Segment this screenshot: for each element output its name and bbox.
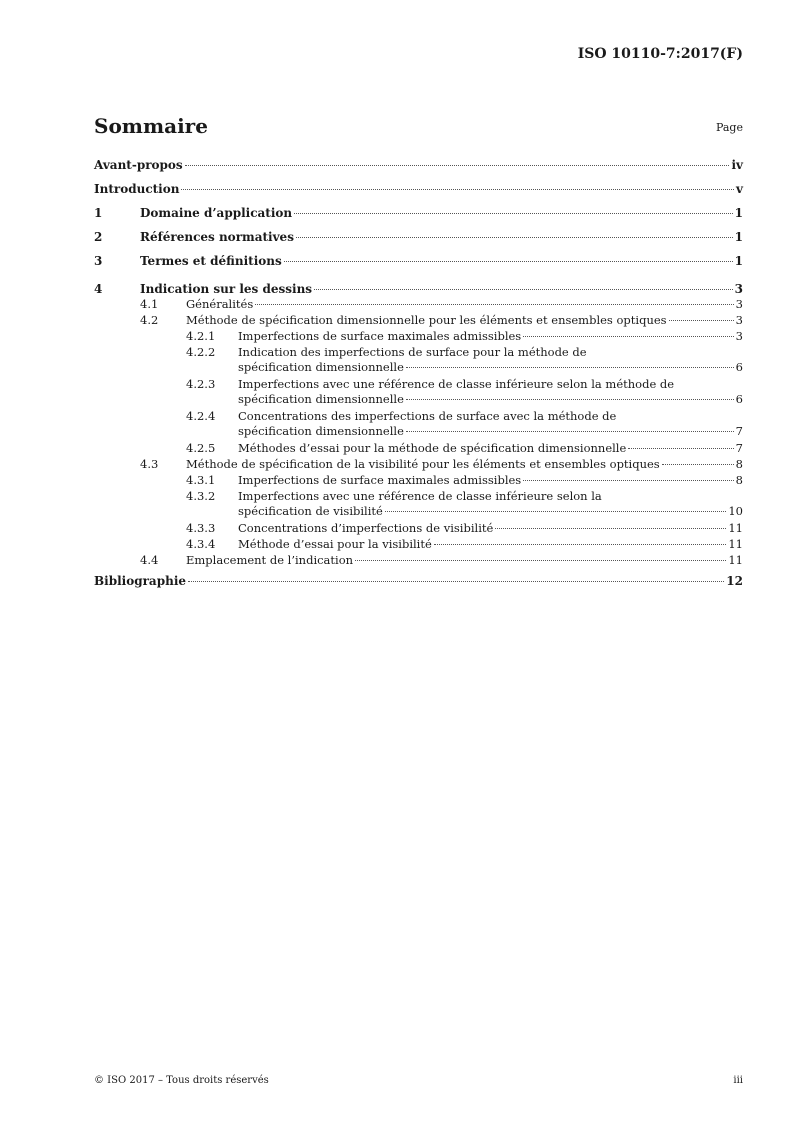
toc-entry-bibliographie[interactable]	[94, 573, 743, 597]
dot-leader	[188, 581, 724, 582]
toc-entry-number: 4.3.1	[186, 473, 216, 487]
toc-entry-text-line2: spécification de visibilité	[238, 504, 383, 518]
toc-entry-text-line1: Imperfections avec une référence de classe inférieure selon la	[238, 489, 602, 503]
toc-entry-4-2-5[interactable]	[94, 441, 743, 457]
toc-entry-4-3[interactable]	[94, 457, 743, 473]
toc-entry-4-3-3[interactable]	[94, 521, 743, 537]
toc-entry-page: 1	[734, 206, 743, 220]
dot-leader	[406, 367, 734, 368]
toc-entry-domaine-application[interactable]	[94, 205, 743, 229]
toc-entry-text: Domaine d’application	[140, 206, 293, 220]
dot-leader	[294, 213, 733, 214]
dot-leader	[434, 544, 727, 545]
toc-entry-termes-definitions[interactable]	[94, 253, 743, 277]
toc-entry-number: 4.3	[140, 457, 159, 471]
table-of-contents	[94, 157, 743, 597]
toc-entry-number: 1	[94, 206, 103, 220]
toc-entry-text: Méthode de spécification de la visibilité pour les éléments et ensembles optiques	[186, 457, 660, 471]
footer-copyright: © ISO 2017 – Tous droits réservés	[94, 1075, 269, 1086]
toc-entry-references-normatives[interactable]	[94, 229, 743, 253]
dot-leader	[669, 320, 734, 321]
toc-entry-page: 6	[735, 360, 743, 374]
toc-entry-page: 7	[735, 441, 743, 455]
toc-entry-text: Avant-propos	[94, 158, 183, 172]
toc-entry-page: 11	[728, 553, 743, 567]
dot-leader	[296, 237, 733, 238]
toc-entry-page: 3	[735, 329, 743, 343]
dot-leader	[355, 560, 726, 561]
toc-entry-4-2-3[interactable]	[94, 377, 743, 409]
dot-leader	[385, 511, 727, 512]
dot-leader	[495, 528, 726, 529]
toc-entry-text: Méthode de spécification dimensionnelle pour les éléments et ensembles optiques	[186, 313, 667, 327]
toc-entry-page: 10	[728, 504, 743, 518]
toc-entry-page: 3	[734, 282, 743, 296]
toc-entry-4-3-1[interactable]	[94, 473, 743, 489]
dot-leader	[255, 304, 733, 305]
toc-entry-number: 4.2.1	[186, 329, 216, 343]
toc-entry-page: 12	[726, 574, 743, 588]
toc-entry-text-line1: Imperfections avec une référence de classe inférieure selon la méthode de	[238, 377, 675, 391]
toc-entry-4-3-4[interactable]	[94, 537, 743, 553]
toc-entry-text-line2: spécification dimensionnelle	[238, 424, 404, 438]
toc-entry-text: Généralités	[186, 297, 254, 311]
page-column-label: Page	[715, 121, 743, 134]
toc-entry-4-1[interactable]	[94, 297, 743, 313]
toc-entry-text-line2: spécification dimensionnelle	[238, 392, 404, 406]
toc-entry-text: Références normatives	[140, 230, 294, 244]
toc-entry-page: 1	[734, 230, 743, 244]
toc-entry-text: Termes et définitions	[140, 254, 282, 268]
dot-leader	[185, 165, 730, 166]
toc-entry-text: Imperfections de surface maximales admissibles	[238, 329, 522, 343]
dot-leader	[284, 261, 733, 262]
toc-entry-text: Indication sur les dessins	[140, 282, 313, 296]
toc-entry-4-4[interactable]	[94, 553, 743, 569]
toc-entry-number: 4.2.5	[186, 441, 216, 455]
dot-leader	[662, 464, 734, 465]
toc-entry-number: 4.2	[140, 313, 159, 327]
toc-entry-number: 4.1	[140, 297, 159, 311]
toc-entry-text: Introduction	[94, 182, 180, 196]
toc-entry-number: 4.3.4	[186, 537, 216, 551]
toc-entry-text: Emplacement de l’indication	[186, 553, 354, 567]
toc-entry-text: Concentrations d’imperfections de visibilité	[238, 521, 494, 535]
toc-entry-4-2-1[interactable]	[94, 329, 743, 345]
toc-entry-avant-propos[interactable]	[94, 157, 743, 181]
dot-leader	[314, 289, 733, 290]
dot-leader	[181, 189, 734, 190]
dot-leader	[406, 399, 734, 400]
toc-entry-number: 4.2.3	[186, 377, 216, 391]
toc-entry-indication-dessins[interactable]	[94, 281, 743, 297]
toc-entry-page: 11	[728, 521, 743, 535]
toc-entry-number: 4.3.3	[186, 521, 216, 535]
toc-entry-4-2[interactable]	[94, 313, 743, 329]
toc-entry-page: 3	[735, 297, 743, 311]
toc-entry-page: 8	[735, 473, 743, 487]
toc-entry-text-line1: Indication des imperfections de surface pour la méthode de	[238, 345, 587, 359]
toc-entry-page: 1	[734, 254, 743, 268]
dot-leader	[523, 336, 733, 337]
toc-entry-number: 4.3.2	[186, 489, 216, 503]
dot-leader	[628, 448, 733, 449]
toc-entry-page: 7	[735, 424, 743, 438]
dot-leader	[406, 431, 734, 432]
toc-entry-number: 3	[94, 254, 103, 268]
toc-entry-page: 3	[735, 313, 743, 327]
footer-page-number: iii	[733, 1075, 743, 1086]
toc-entry-page: 6	[735, 392, 743, 406]
toc-entry-4-2-2[interactable]	[94, 345, 743, 377]
toc-entry-text: Bibliographie	[94, 574, 187, 588]
toc-entry-number: 2	[94, 230, 103, 244]
toc-entry-text: Méthode d’essai pour la visibilité	[238, 537, 432, 551]
page-title: Sommaire	[94, 114, 208, 138]
toc-entry-number: 4.4	[140, 553, 159, 567]
toc-entry-4-3-2[interactable]	[94, 489, 743, 521]
toc-entry-page: v	[736, 182, 743, 196]
toc-entry-page: iv	[731, 158, 743, 172]
toc-entry-text: Méthodes d’essai pour la méthode de spécification dimensionnelle	[238, 441, 627, 455]
toc-entry-introduction[interactable]	[94, 181, 743, 205]
toc-entry-4-2-4[interactable]	[94, 409, 743, 441]
toc-entry-text-line1: Concentrations des imperfections de surface avec la méthode de	[238, 409, 617, 423]
toc-entry-page: 8	[735, 457, 743, 471]
dot-leader	[523, 480, 733, 481]
toc-entry-number: 4	[94, 282, 103, 296]
toc-entry-text: Imperfections de surface maximales admissibles	[238, 473, 522, 487]
toc-entry-number: 4.2.4	[186, 409, 216, 423]
toc-entry-page: 11	[728, 537, 743, 551]
toc-entry-text-line2: spécification dimensionnelle	[238, 360, 404, 374]
toc-entry-number: 4.2.2	[186, 345, 216, 359]
standard-reference: ISO 10110-7:2017(F)	[577, 46, 743, 62]
